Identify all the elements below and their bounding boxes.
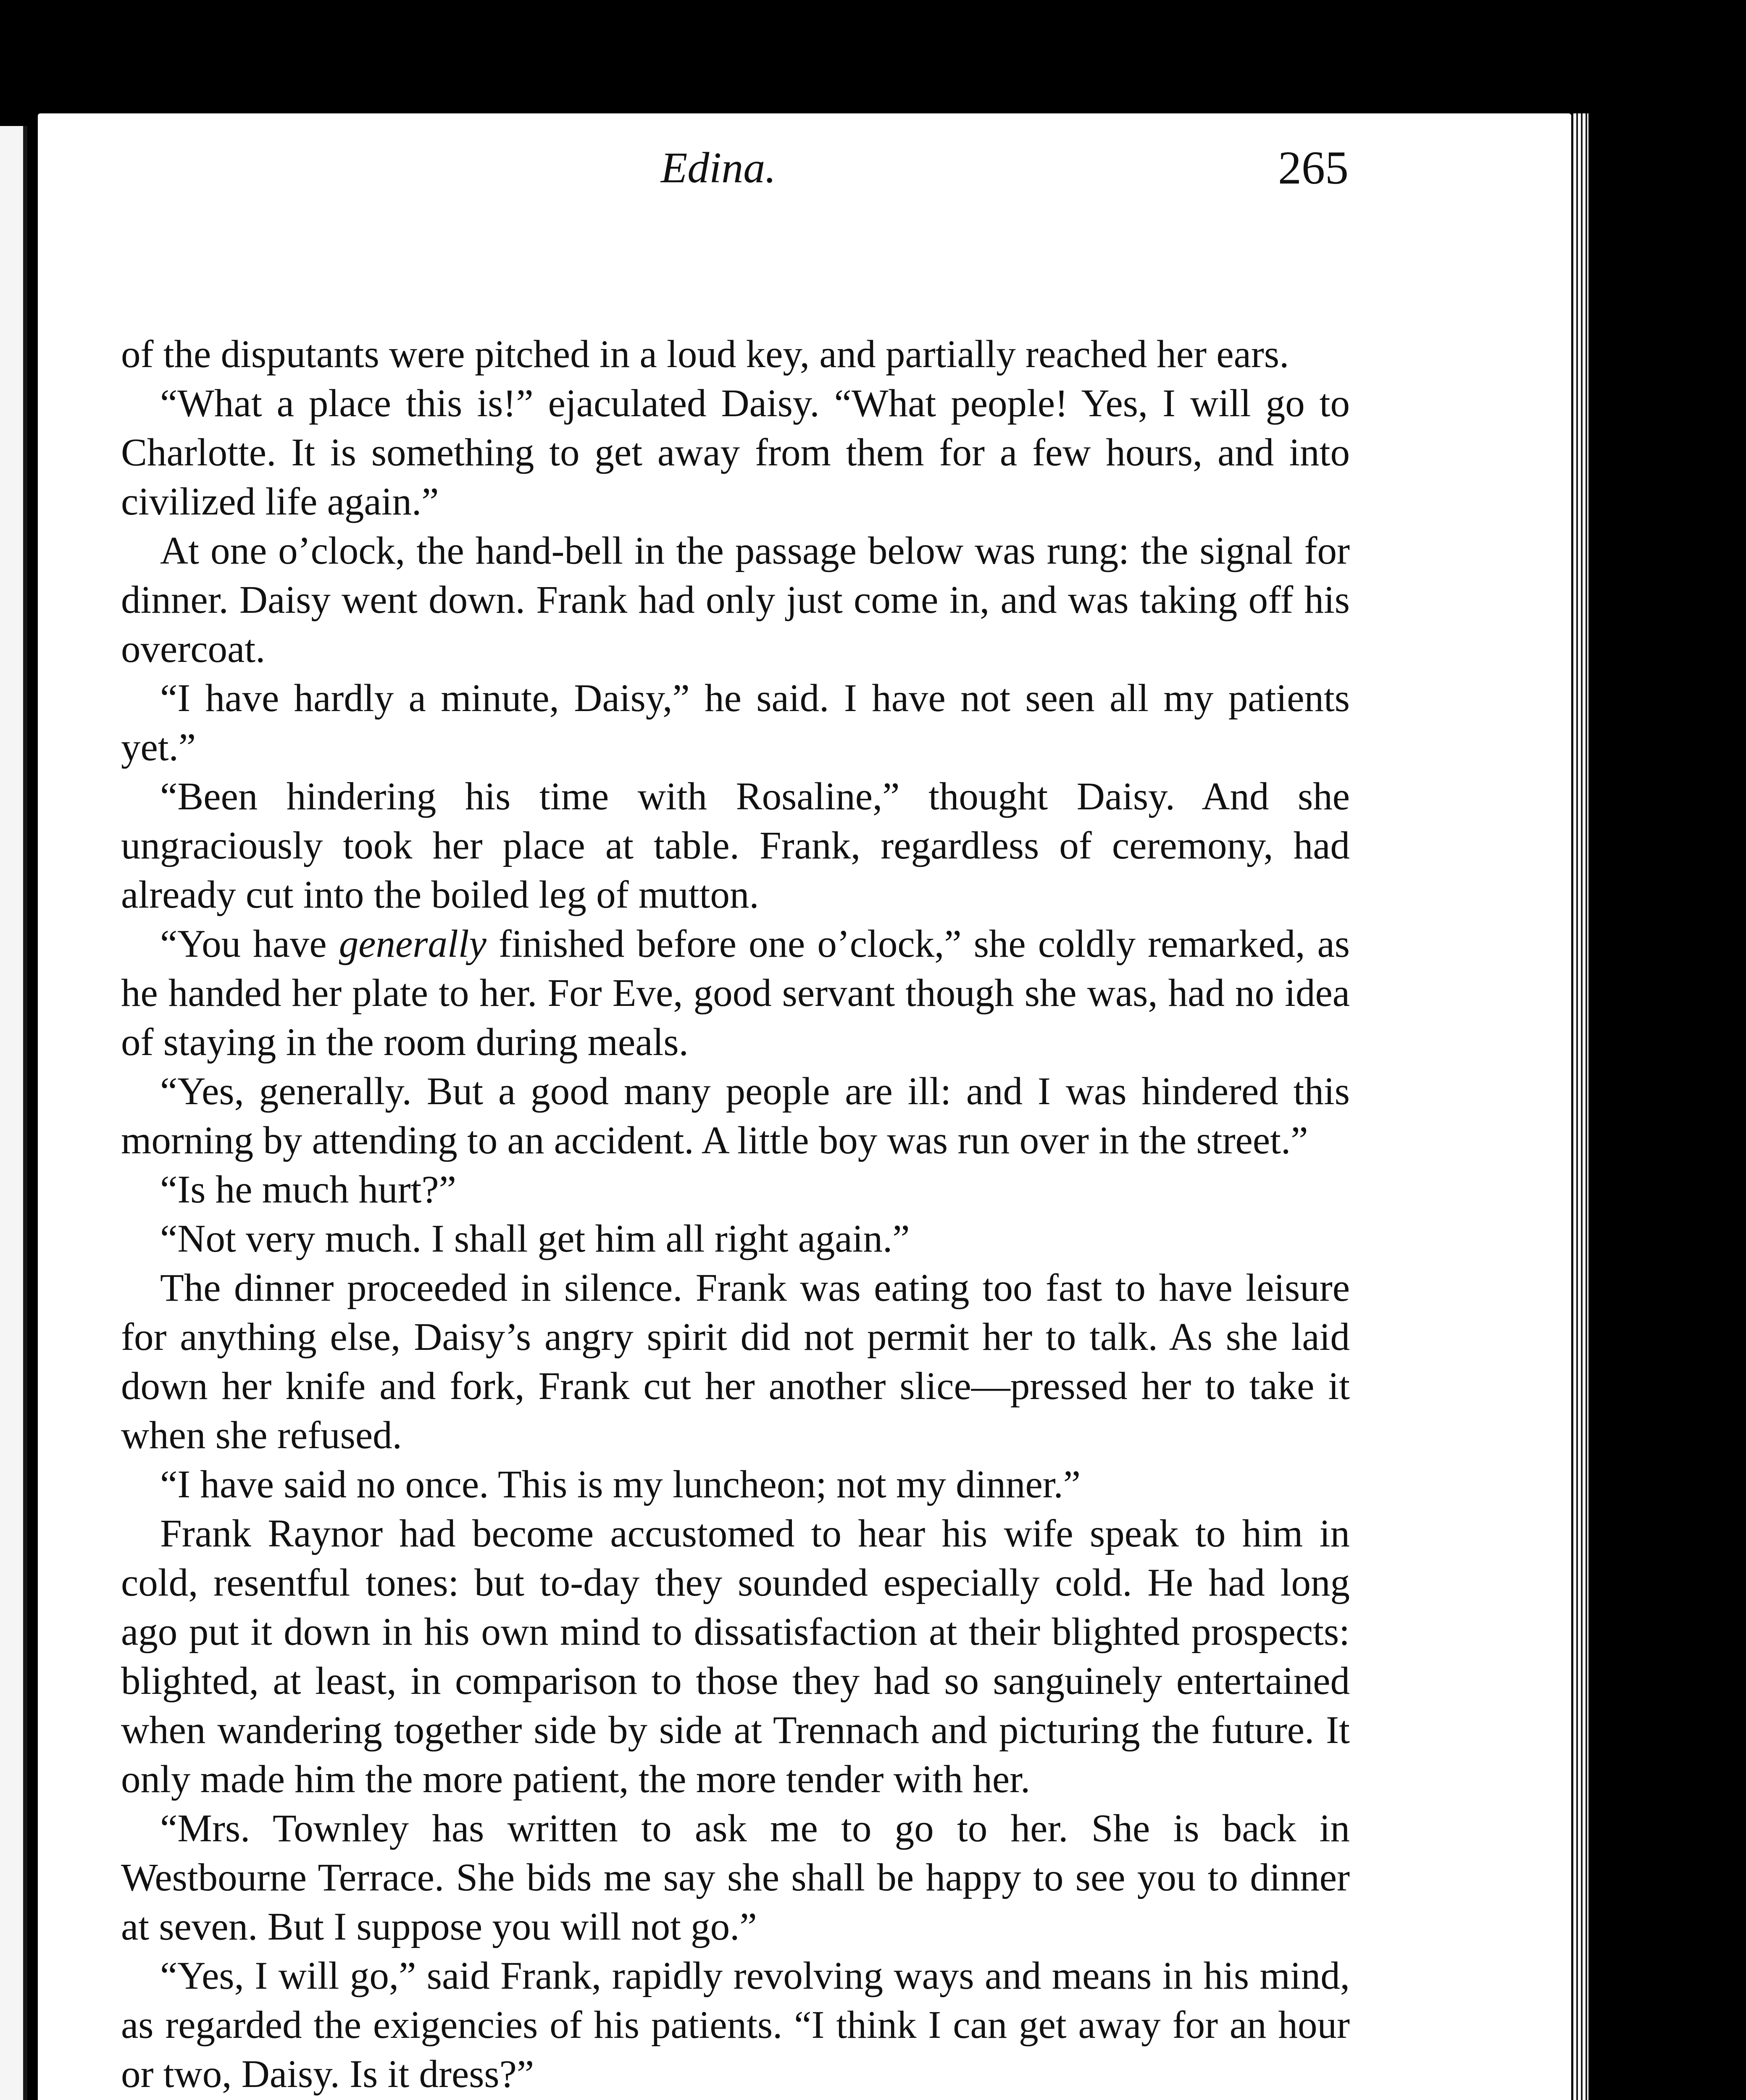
paragraph: At one o’clock, the hand-bell in the passage below was rung: the signal for dinner. Daisy went down. Frank had only just come in, and was taking off his overcoat. xyxy=(121,529,1350,671)
page-header xyxy=(88,136,1349,200)
paragraph xyxy=(121,919,1350,1067)
paragraph: “Been hindering his time with Rosaline,” thought Daisy. And she ungraciously took her place at table. Frank, regardless of ceremony, had already cut into the boiled leg of mutton. xyxy=(121,775,1350,916)
paragraph: “Is he much hurt?” xyxy=(160,1168,456,1211)
paragraph: “Yes, I will go,” said Frank, rapidly revolving ways and means in his mind, as regarded the exigencies of his patients. “I think I can get away for an hour or two, Daisy. Is it dress?” xyxy=(121,1954,1350,2096)
paragraph: “Not very much. I shall get him all right again.” xyxy=(160,1217,910,1260)
emphasis: generally xyxy=(339,922,486,966)
text-run: finished before one o’clock,” she coldly remarked, as he handed her plate to her. For Eve, good servant though she was, had no idea of staying in the room during meals. xyxy=(121,922,1350,1064)
running-title: Edina. xyxy=(660,144,776,192)
paragraph: “What a place this is!” ejaculated Daisy. “What people! Yes, I will go to Charlotte. It is something to get away from them for a few hours, and into civilized life again.” xyxy=(121,382,1350,523)
paragraph: The dinner proceeded in silence. Frank was eating too fast to have leisure for anything else, Daisy’s angry spirit did not permit her to talk. As she laid down her knife and fork, Frank cut her another slice—pressed her to take it when she refused. xyxy=(121,1266,1350,1457)
paragraph: of the disputants were pitched in a loud key, and partially reached her ears. xyxy=(121,333,1289,376)
paragraph: “I have hardly a minute, Daisy,” he said. I have not seen all my patients yet.” xyxy=(121,677,1350,769)
page-stack-edge xyxy=(1573,113,1588,2100)
paragraph: “Yes, generally. But a good many people are ill: and I was hindered this morning by attending to an accident. A little boy was run over in the street.” xyxy=(121,1070,1350,1162)
adjacent-page-edge xyxy=(0,126,27,2100)
paragraph: Frank Raynor had become accustomed to hear his wife speak to him in cold, resentful tones: but to-day they sounded especially cold. He had long ago put it down in his own mind to dissatisfaction at their blighted prospects: blighted, at least, in comparison to those they had so sanguinely entertained when wandering together side by side at Trennach and picturing the future. It only made him the more patient, the more tender with her. xyxy=(121,1512,1350,1801)
page-number: 265 xyxy=(1278,142,1349,194)
body-text xyxy=(121,330,1350,2100)
paragraph: “I have said no once. This is my luncheon; not my dinner.” xyxy=(160,1463,1081,1506)
text-run: “You have xyxy=(160,922,339,966)
paragraph: “Mrs. Townley has written to ask me to go to her. She is back in Westbourne Terrace. She bids me say she shall be happy to see you to dinner at seven. But I suppose you will not go.” xyxy=(121,1807,1350,1948)
